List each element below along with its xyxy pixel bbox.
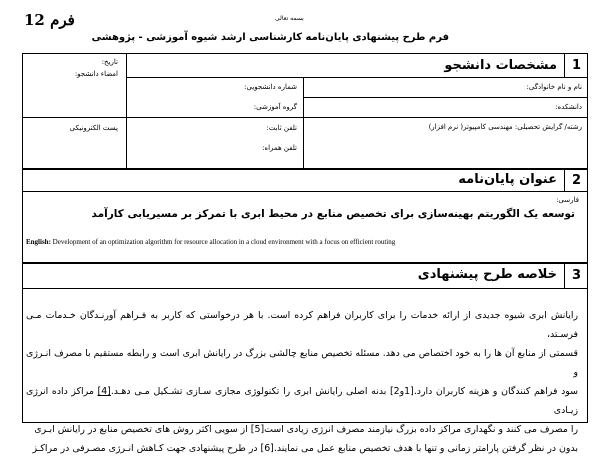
field-of-study-label: رشته/ گرایش تحصیلی: — [514, 123, 582, 131]
mobile-label: تلفن همراه: — [262, 144, 297, 152]
citation: [6] — [260, 443, 274, 454]
english-title-label: English: — [26, 238, 51, 246]
section-2-title: عنوان پایان‌نامه — [458, 172, 557, 187]
form-number: 12 — [24, 11, 45, 29]
citation: [1و2] — [390, 386, 414, 397]
english-title-row — [26, 238, 395, 246]
summary-paragraph — [26, 306, 578, 458]
persian-thesis-title: توسعه یک الگوریتم بهینه‌سازی برای تخصیص منابع در محیط ابری با تمرکز بر مسیریابی کارآمد — [91, 208, 575, 220]
field-of-study-value: مهندسی کامپیوتر( نرم افزار) — [428, 123, 513, 131]
student-id-label: شماره دانشجویی: — [244, 83, 297, 91]
section-1-title: مشخصات دانشجو — [444, 58, 557, 73]
section-1-number: 1 — [572, 58, 582, 73]
section-3-title: خلاصه طرح پیشنهادی — [417, 267, 557, 282]
student-signature-label: امضاء دانشجو: — [74, 70, 118, 78]
department-label: گروه آموزشی: — [253, 103, 297, 111]
full-name-label: نام و نام خانوادگی: — [526, 83, 582, 91]
citation: [5] — [250, 424, 265, 435]
email-label: پست الکترونیکی — [69, 124, 118, 132]
form-number-label — [24, 11, 75, 29]
section-2-number: 2 — [572, 173, 582, 188]
basmala: بسمه تعالی — [275, 15, 304, 22]
date-label: تاریخ: — [101, 58, 118, 66]
summary-line: سود فراهم کنندگان و هزینه کاربران دارد.[1و2] بدنه اصلی رایانش ابری را تکنولوژی مجازی سـازی تشـکیل مـی دهـد.[4] مراکز داده انرژی زیـادی — [26, 386, 578, 416]
persian-title-label: فارسی: — [556, 196, 579, 204]
form-label: فرم — [50, 11, 75, 29]
summary-line: را مصرف می کنند و نگهداری مراکز داده بزرگ نیازمند مصرف انرژی زیادی است[5] از سویی اکثر روش های تخصیص منابع در رایانش ابـری — [34, 424, 578, 435]
landline-label: تلفن ثابت: — [266, 124, 297, 132]
summary-line: بدون در نظر گرفتن پارامتر زمانی و تنها با هدف تخصیص منابع عمل می نمایند.[6] در طرح پیشنهادی جهت کـاهش انـرژی مصـرفی در مراکـز — [32, 443, 578, 454]
citation: [4] — [97, 386, 111, 397]
faculty-label: دانشکده: — [555, 103, 582, 111]
summary-line: رایانش ابری شیوه جدیدی از ارائه خدمات را برای کاربران فراهم کرده است. با هر درخواستی که کاربر به فـراهم آورنـدگان خـدمات مـی فرسـتد، — [26, 310, 578, 340]
english-thesis-title: Development of an optimization algorithm for resource allocation in a cloud environment with a focus on efficient routing — [52, 238, 396, 246]
field-of-study-row — [429, 123, 582, 131]
summary-line: قسمتی از منابع آن ها را به خود اختصاص می دهد. مسئله تخصیص منابع چالشی بزرگ در رایانش ابری است و رابطه مستقیم با مصرف انـرژی و — [26, 348, 578, 378]
section-3-number: 3 — [572, 268, 582, 283]
form-title: فرم طرح پیشنهادی پایان‌نامه کارشناسی ارشد شیوه آموزشی - پژوهشی — [91, 32, 449, 43]
